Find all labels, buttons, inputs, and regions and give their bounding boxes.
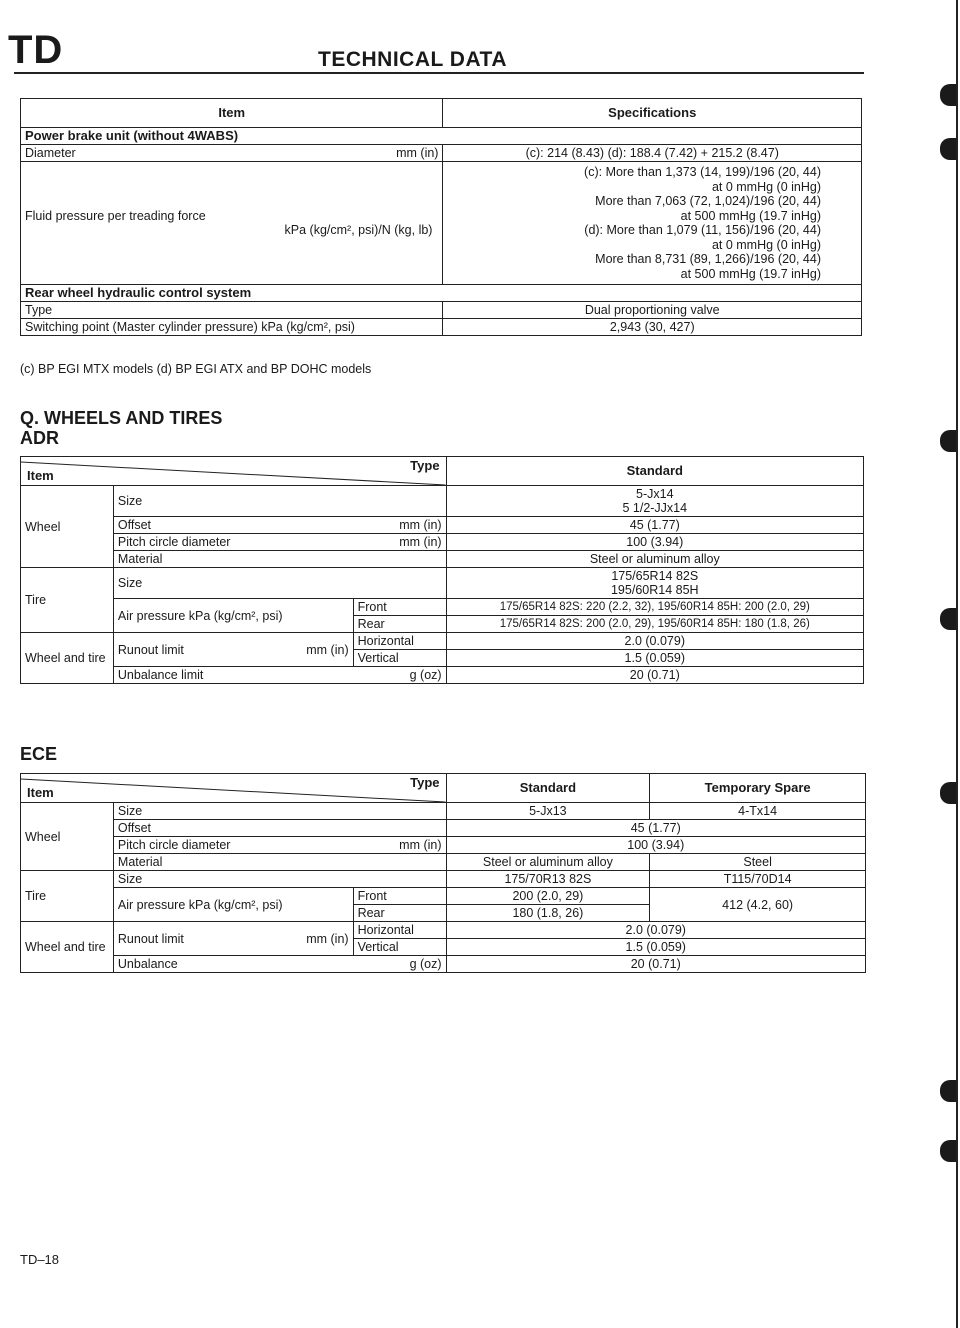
fluid-line: More than 7,063 (72, 1,024)/196 (20, 44) (595, 194, 821, 208)
fluid-line: at 0 mmHg (0 inHg) (711, 237, 821, 252)
index-tab-mark (940, 84, 956, 106)
unbalance-value: 20 (0.71) (446, 667, 863, 684)
wheel-and-tire-group-label: Wheel and tire (21, 922, 114, 973)
pcd-row (113, 837, 446, 854)
item-header: Item (27, 785, 54, 800)
vertical-label: Vertical (353, 650, 446, 667)
tire-size-spare: T115/70D14 (650, 871, 866, 888)
tire-size-label: Size (113, 871, 446, 888)
type-item-header (21, 774, 447, 803)
rear-label: Rear (353, 616, 446, 633)
model-footnote: (c) BP EGI MTX models (d) BP EGI ATX and BP DOHC models (20, 362, 372, 376)
unbalance-unit: g (oz) (409, 668, 442, 682)
index-tab-mark (940, 1140, 956, 1162)
fluid-pressure-unit: kPa (kg/cm², psi)/N (kg, lb) (284, 223, 433, 237)
fluid-pressure-label: Fluid pressure per treading force (25, 209, 206, 223)
adr-wheels-tires-table (20, 456, 864, 684)
vertical-label: Vertical (353, 939, 446, 956)
wheel-size-value (446, 486, 863, 517)
type-item-header (21, 457, 447, 486)
pcd-label: Pitch circle diameter (117, 838, 231, 852)
material-spare: Steel (650, 854, 866, 871)
pcd-label: Pitch circle diameter (117, 535, 231, 549)
offset-label: Offset (113, 820, 446, 837)
wheel-size-label: Size (113, 486, 446, 517)
row-diameter (21, 145, 443, 162)
rear-pressure-value: 180 (1.8, 26) (446, 905, 650, 922)
horizontal-value: 2.0 (0.079) (446, 633, 863, 650)
tire-size-line: 195/60R14 85H (610, 583, 699, 597)
subheading-adr: ADR (20, 428, 59, 448)
wheel-group-label: Wheel (21, 803, 114, 871)
header-divider (14, 72, 864, 74)
offset-value: 45 (1.77) (446, 517, 863, 534)
offset-label: Offset (117, 518, 152, 532)
wheel-and-tire-group-label: Wheel and tire (21, 633, 114, 684)
type-header: Type (410, 458, 440, 473)
front-label: Front (353, 888, 446, 905)
standard-header: Standard (446, 457, 863, 486)
offset-row (113, 517, 446, 534)
fluid-line: (d): More than 1,079 (11, 156)/196 (20, 44) (584, 223, 821, 237)
fluid-line: (c): More than 1,373 (14, 199)/196 (20, 44) (584, 165, 821, 179)
runout-label: Runout limit (117, 931, 184, 946)
wheel-size-standard: 5-Jx13 (446, 803, 650, 820)
type-header: Type (410, 775, 440, 790)
subheading-ece: ECE (20, 744, 58, 764)
wheel-group-label: Wheel (21, 486, 114, 568)
standard-header: Standard (446, 774, 650, 803)
pcd-unit: mm (in) (399, 838, 442, 852)
horizontal-label: Horizontal (353, 922, 446, 939)
fluid-line: at 500 mmHg (19.7 inHg) (680, 208, 821, 223)
section-rear-wheel-hydraulic: Rear wheel hydraulic control system (21, 285, 862, 302)
vertical-value: 1.5 (0.059) (446, 650, 863, 667)
runout-row (113, 633, 353, 667)
fluid-line: at 500 mmHg (19.7 inHg) (680, 266, 821, 281)
type-value: Dual proportioning valve (443, 302, 862, 319)
ece-wheels-tires-table (20, 773, 866, 973)
unbalance-value: 20 (0.71) (446, 956, 865, 973)
unbalance-unit: g (oz) (409, 957, 442, 971)
offset-value: 45 (1.77) (446, 820, 865, 837)
row-fluid-pressure (21, 162, 443, 285)
fluid-line: at 0 mmHg (0 inHg) (711, 179, 821, 194)
col-header-specifications: Specifications (443, 99, 862, 128)
runout-unit: mm (in) (306, 931, 349, 946)
diagonal-divider (21, 774, 446, 802)
index-tab-mark (940, 430, 956, 452)
section-code: TD (8, 28, 64, 72)
pcd-value: 100 (3.94) (446, 534, 863, 551)
runout-unit: mm (in) (306, 642, 349, 657)
front-pressure-value: 200 (2.0, 29) (446, 888, 650, 905)
switching-point-value: 2,943 (30, 427) (443, 319, 862, 336)
unbalance-row (113, 667, 446, 684)
temporary-spare-header: Temporary Spare (650, 774, 866, 803)
pcd-unit: mm (in) (399, 535, 442, 549)
wheel-size-line: 5 1/2-JJx14 (622, 501, 688, 515)
switching-point-label: Switching point (Master cylinder pressure) kPa (kg/cm², psi) (21, 319, 443, 336)
tire-group-label: Tire (21, 871, 114, 922)
material-label: Material (113, 551, 446, 568)
wheel-size-label: Size (113, 803, 446, 820)
index-tab-mark (940, 782, 956, 804)
horizontal-label: Horizontal (353, 633, 446, 650)
diameter-value: (c): 214 (8.43) (d): 188.4 (7.42) + 215.2 (8.47) (443, 145, 862, 162)
spare-pressure-value: 412 (4.2, 60) (650, 888, 866, 922)
air-pressure-label: Air pressure kPa (kg/cm², psi) (113, 888, 353, 922)
index-tab-mark (940, 138, 956, 160)
section-heading-wheels-tires: Q. WHEELS AND TIRES (20, 408, 223, 428)
binding-edge-line (956, 0, 958, 1328)
runout-row (113, 922, 353, 956)
diagonal-divider (21, 457, 446, 485)
unbalance-label: Unbalance (117, 957, 178, 971)
wheel-size-line: 5-Jx14 (636, 487, 674, 501)
air-pressure-label: Air pressure kPa (kg/cm², psi) (113, 599, 353, 633)
offset-unit: mm (in) (399, 518, 442, 532)
pcd-value: 100 (3.94) (446, 837, 865, 854)
tire-size-standard: 175/70R13 82S (446, 871, 650, 888)
rear-pressure-value: 175/65R14 82S: 200 (2.0, 29), 195/60R14 85H: 180 (1.8, 26) (446, 616, 863, 633)
tire-size-label: Size (113, 568, 446, 599)
tire-size-line: 175/65R14 82S (611, 569, 699, 583)
pcd-row (113, 534, 446, 551)
diameter-label: Diameter (25, 146, 76, 160)
front-label: Front (353, 599, 446, 616)
fluid-line: More than 8,731 (89, 1,266)/196 (20, 44) (595, 252, 821, 266)
wheel-size-spare: 4-Tx14 (650, 803, 866, 820)
unbalance-label: Unbalance limit (117, 668, 204, 682)
index-tab-mark (940, 1080, 956, 1102)
type-label: Type (21, 302, 443, 319)
horizontal-value: 2.0 (0.079) (446, 922, 865, 939)
page-number: TD–18 (20, 1252, 60, 1267)
tire-size-value (446, 568, 863, 599)
index-tab-mark (940, 608, 956, 630)
material-standard: Steel or aluminum alloy (446, 854, 650, 871)
material-value: Steel or aluminum alloy (446, 551, 863, 568)
rear-label: Rear (353, 905, 446, 922)
fluid-pressure-value (443, 162, 862, 285)
front-pressure-value: 175/65R14 82S: 220 (2.2, 32), 195/60R14 85H: 200 (2.0, 29) (446, 599, 863, 616)
col-header-item: Item (21, 99, 443, 128)
brake-spec-table (20, 98, 862, 336)
diameter-unit: mm (in) (396, 146, 439, 160)
tire-group-label: Tire (21, 568, 114, 633)
page-title: TECHNICAL DATA (318, 48, 507, 71)
unbalance-row (113, 956, 446, 973)
vertical-value: 1.5 (0.059) (446, 939, 865, 956)
material-label: Material (113, 854, 446, 871)
runout-label: Runout limit (117, 642, 184, 657)
item-header: Item (27, 468, 54, 483)
section-power-brake: Power brake unit (without 4WABS) (21, 128, 862, 145)
